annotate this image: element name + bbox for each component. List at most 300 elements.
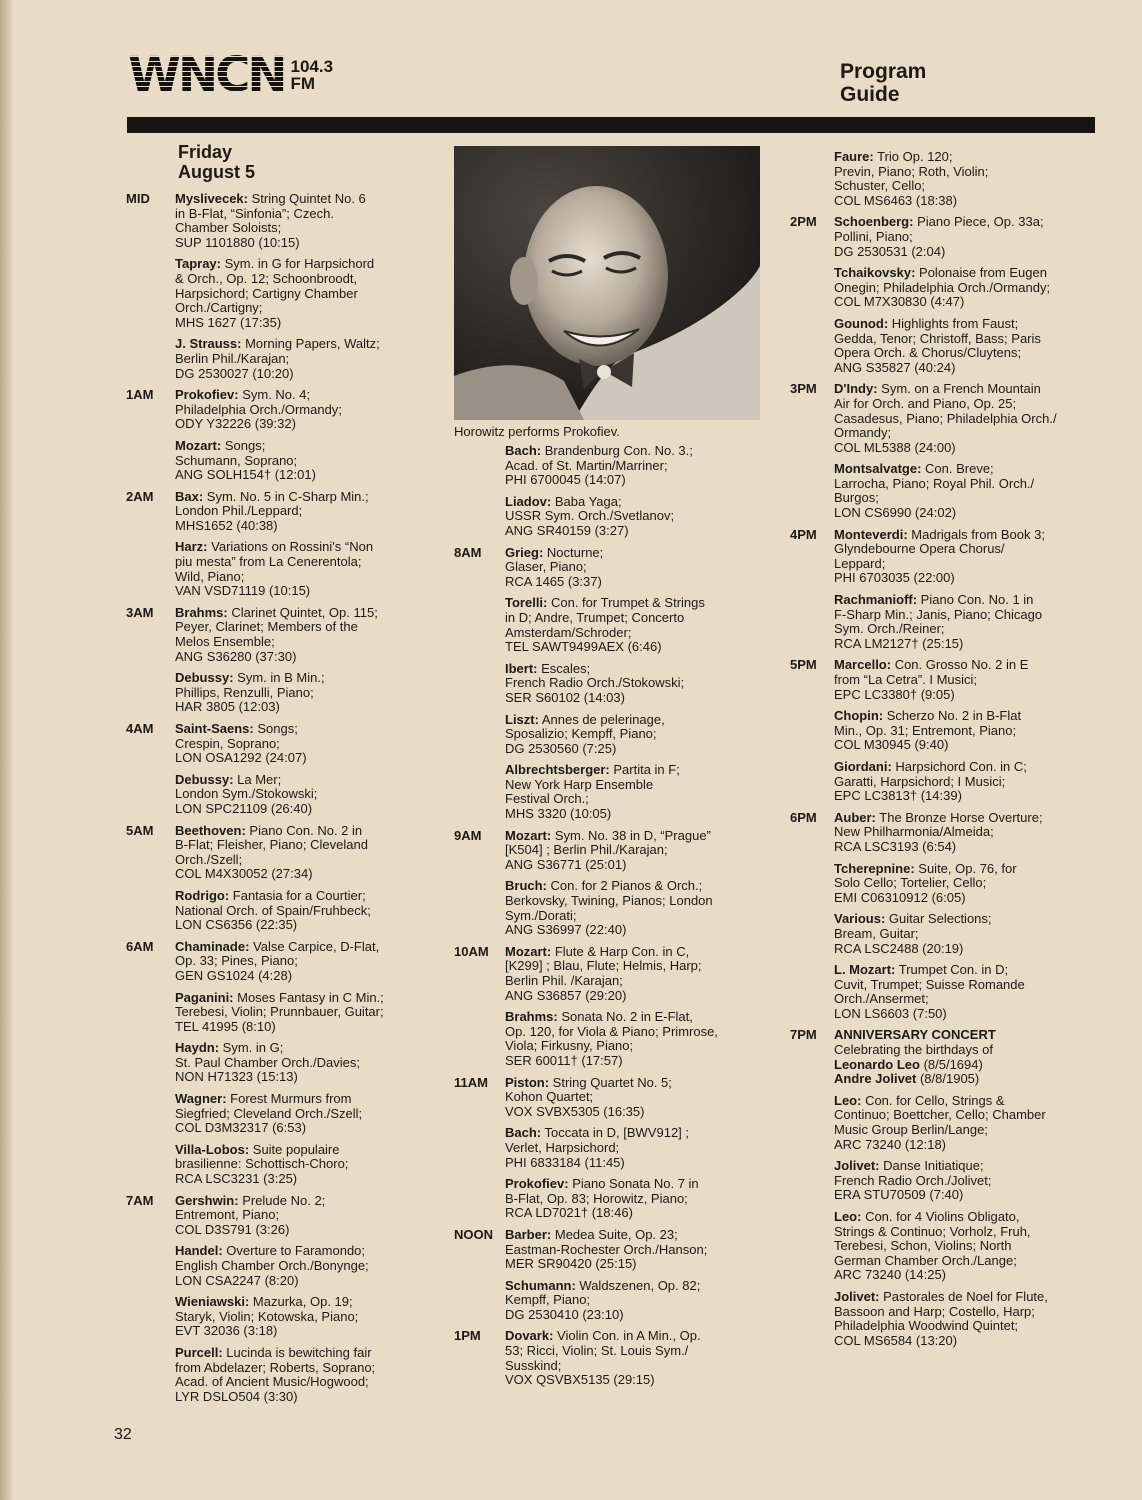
entry-line [175, 287, 426, 302]
entry-text: ANG S36280 (37:30) [175, 648, 297, 664]
entry-line [505, 1156, 764, 1171]
entry-text: EPC LC3813† (14:39) [834, 788, 962, 804]
entry-text: SER 60011† (17:57) [505, 1052, 623, 1068]
entry-line [834, 1108, 1090, 1123]
entry-text: [K299] ; Blau, Flute; Helmis, Harp; [505, 958, 702, 974]
entry-text: Pastorales de Noel for Flute, [879, 1288, 1048, 1304]
entry-text: Piano Con. No. 2 in [245, 822, 363, 838]
entry-text: Continuo; Boettcher, Cello; Chamber [834, 1107, 1046, 1123]
birthday-line-2 [834, 1072, 1090, 1087]
entry-line [834, 1319, 1090, 1334]
entry-text: ANG SR40159 (3:27) [505, 522, 629, 538]
entry-line [834, 637, 1090, 652]
entry-text: Op. 33; Pines, Piano; [175, 953, 298, 969]
slot-programs [505, 444, 764, 546]
entry-text: COL D3S791 (3:26) [175, 1221, 290, 1237]
entry-text: ODY Y32226 (39:32) [175, 416, 296, 432]
program-entry [175, 192, 426, 250]
entry-text: Piano Sonata No. 7 in [568, 1176, 699, 1192]
entry-line [175, 620, 426, 635]
entry-text: Viola; Firkusny, Piano; [505, 1038, 634, 1054]
entry-line [175, 787, 426, 802]
entry-text: Madrigals from Book 3; [907, 526, 1045, 542]
time-slot [790, 382, 1090, 527]
entry-text: Fantasia for a Courtier; [229, 887, 366, 903]
anniversary-concert [834, 1028, 1090, 1355]
composer-name: Saint-Saens: [175, 721, 254, 736]
entry-line [175, 918, 426, 933]
concert-entries [834, 1094, 1090, 1349]
entry-line [175, 1259, 426, 1274]
entry-line [505, 778, 764, 793]
slot-programs [505, 945, 764, 1076]
entry-text: Berlin Phil. /Karajan; [505, 973, 623, 988]
program-entry [834, 963, 1090, 1021]
slot-programs [175, 192, 426, 388]
entry-line [834, 622, 1090, 637]
entry-text: VOX SVBX5305 (16:35) [505, 1103, 645, 1119]
entry-line [505, 713, 764, 728]
program-entry [175, 1041, 426, 1085]
entry-line [834, 542, 1090, 557]
entry-text: National Orch. of Spain/Fruhbeck; [175, 902, 371, 918]
time-label: 5PM [790, 657, 817, 673]
composer-name: Bax: [175, 488, 204, 504]
entry-line [505, 1308, 764, 1323]
program-entry [175, 773, 426, 817]
entry-text: MHS 3320 (10:05) [505, 806, 612, 822]
entry-text: String Quintet No. 6 [248, 191, 366, 206]
entry-line [834, 361, 1090, 376]
entry-line [175, 650, 426, 665]
entry-text: LON CS6990 (24:02) [834, 505, 957, 521]
program-entry [175, 1194, 426, 1238]
composer-name: Montsalvatge: [834, 461, 922, 477]
entry-text: ARC 73240 (14:25) [834, 1267, 947, 1283]
composer-name: Monteverdi: [834, 526, 908, 542]
entry-line [505, 1279, 764, 1294]
composer-name: Bach: [505, 443, 542, 458]
composer-name: Handel: [175, 1243, 223, 1259]
entry-line [834, 760, 1090, 775]
entry-text: Trio Op. 120; [873, 149, 953, 164]
entry-text: Sym./Dorati; [505, 907, 577, 923]
entry-text: brasilienne: Schottisch-Choro; [175, 1156, 349, 1172]
entry-text: RCA LD7021† (18:46) [505, 1205, 633, 1221]
frequency-number: 104.3 [290, 57, 334, 76]
program-entry [505, 1010, 764, 1068]
entry-text: Verlet, Harpsichord; [505, 1139, 620, 1155]
entry-text: VOX QSVBX5135 (29:15) [505, 1372, 655, 1388]
entry-line [834, 230, 1090, 245]
entry-text: London Phil./Leppard; [175, 503, 303, 519]
composer-name: Debussy: [175, 670, 234, 686]
time-slot [126, 824, 426, 940]
entry-line [175, 1346, 426, 1361]
entry-line [834, 412, 1090, 427]
entry-line [834, 1268, 1090, 1283]
entry-text: COL D3M32317 (6:53) [175, 1120, 307, 1136]
entry-text: Bream, Guitar; [834, 925, 919, 941]
entry-line [505, 1373, 764, 1388]
entry-text: Orch./Szell; [175, 851, 243, 867]
entry-line [834, 912, 1090, 927]
entry-line [175, 352, 426, 367]
entry-line [505, 1293, 764, 1308]
entry-text: ANG S36771 (25:01) [505, 856, 627, 872]
entry-text: Glaser, Piano; [505, 559, 587, 575]
entry-text: Sym. on a French Mountain [877, 381, 1041, 397]
entry-line [175, 737, 426, 752]
entry-text: RCA LSC3231 (3:25) [175, 1171, 298, 1187]
composer-name: Bach: [505, 1125, 542, 1141]
entry-line [834, 1210, 1090, 1225]
entry-text: Larrocha, Piano; Royal Phil. Orch./ [834, 475, 1035, 491]
program-entry [834, 760, 1090, 804]
entry-text: Garatti, Harpsichord; I Musici; [834, 773, 1006, 789]
entry-text: Songs; [253, 721, 298, 736]
entry-line [505, 1206, 764, 1221]
entry-line [175, 236, 426, 251]
entry-line [175, 454, 426, 469]
entry-text: Terebesi, Schon, Violins; North [834, 1238, 1012, 1254]
entry-line [834, 724, 1090, 739]
header-rule [127, 117, 1095, 133]
program-entry [834, 1210, 1090, 1283]
entry-text: Schuster, Cello; [834, 178, 926, 194]
slot-programs [175, 1194, 426, 1412]
entry-text: USSR Sym. Orch./Svetlanov; [505, 508, 675, 524]
time-slot [126, 606, 426, 722]
birthday-line-1 [834, 1058, 1090, 1073]
entry-text: Piano Con. No. 1 in [917, 592, 1034, 608]
time-label: 11AM [454, 1074, 488, 1090]
column-2-slots [454, 444, 764, 1395]
entry-line [505, 879, 764, 894]
composer-name: J. Strauss: [175, 336, 242, 352]
entry-line [175, 316, 426, 331]
time-slot [454, 1076, 764, 1228]
program-entry [175, 337, 426, 381]
entry-text: from Abdelazer; Roberts, Soprano; [175, 1359, 376, 1375]
slot-programs [505, 1329, 764, 1394]
slot-programs [834, 150, 1090, 215]
entry-text: Suite, Op. 76, for [914, 860, 1017, 876]
program-entry [505, 1126, 764, 1170]
entry-text: B-Flat, Op. 83; Horowitz, Piano; [505, 1190, 688, 1206]
entry-line [175, 337, 426, 352]
entry-text: Mazurka, Op. 19; [249, 1294, 353, 1310]
composer-name: Wagner: [175, 1091, 227, 1107]
time-slot [454, 546, 764, 829]
entry-text: Crespin, Soprano; [175, 735, 280, 751]
entry-line [505, 473, 764, 488]
program-entry [175, 1295, 426, 1339]
entry-text: GEN GS1024 (4:28) [175, 967, 293, 983]
slot-programs [505, 1076, 764, 1228]
slot-programs [175, 606, 426, 722]
entry-line [175, 417, 426, 432]
entry-text: Casadesus, Piano; Philadelphia Orch./ [834, 410, 1057, 426]
program-entry [834, 1159, 1090, 1203]
program-entry [505, 713, 764, 757]
entry-text: LON LS6603 (7:50) [834, 1005, 947, 1021]
entry-line [175, 1143, 426, 1158]
entry-text: DG 2530531 (2:04) [834, 243, 946, 259]
station-logo: WNCN [128, 47, 285, 103]
entry-line [834, 462, 1090, 477]
program-entry [834, 317, 1090, 375]
entry-line [175, 192, 426, 207]
entry-line [834, 179, 1090, 194]
entry-text: ANG S36857 (29:20) [505, 987, 627, 1003]
entry-text: Acad. of St. Martin/Marriner; [505, 457, 668, 473]
program-entry [175, 940, 426, 984]
entry-line [834, 1174, 1090, 1189]
entry-text: B-Flat; Fleisher, Piano; Cleveland [175, 837, 368, 853]
program-entry [505, 945, 764, 1003]
portrait-image [454, 146, 760, 420]
composer-name: Schoenberg: [834, 214, 914, 230]
time-label: 10AM [454, 943, 489, 959]
entry-text: Pollini, Piano; [834, 228, 913, 244]
entry-line [834, 317, 1090, 332]
entry-line [834, 1290, 1090, 1305]
entry-line [834, 1138, 1090, 1153]
entry-line [175, 221, 426, 236]
composer-name: Debussy: [175, 771, 234, 787]
entry-line [834, 382, 1090, 397]
entry-line [834, 876, 1090, 891]
entry-line [505, 1010, 764, 1025]
entry-text: Sym. No. 5 in C-Sharp Min.; [203, 488, 369, 504]
entry-line [834, 491, 1090, 506]
entry-line [175, 904, 426, 919]
program-entry [834, 862, 1090, 906]
entry-text: ARC 73240 (12:18) [834, 1136, 947, 1152]
program-entry [834, 215, 1090, 259]
program-entry [505, 879, 764, 937]
program-entry [834, 1094, 1090, 1152]
composer-name: Jolivet: [834, 1158, 880, 1174]
entry-line [505, 546, 764, 561]
entry-line [834, 927, 1090, 942]
entry-text: Burgos; [834, 490, 879, 506]
composer-name: Myslivecek: [175, 191, 248, 206]
time-slot [454, 829, 764, 945]
entry-line [175, 207, 426, 222]
entry-text: Melos Ensemble; [175, 634, 275, 650]
entry-line [175, 570, 426, 585]
program-entry [175, 540, 426, 598]
entry-line [834, 332, 1090, 347]
entry-line [834, 1239, 1090, 1254]
slot-programs [505, 546, 764, 829]
entry-line [175, 686, 426, 701]
entry-line [834, 688, 1090, 703]
entry-text: Forest Murmurs from [226, 1091, 352, 1107]
entry-text: EVT 32036 (3:18) [175, 1323, 278, 1339]
composer-name: Gershwin: [175, 1192, 239, 1208]
entry-line [505, 509, 764, 524]
time-label: 3AM [126, 604, 154, 620]
entry-text: TEL 41995 (8:10) [175, 1018, 276, 1034]
entry-line [834, 963, 1090, 978]
entry-text: French Radio Orch./Stokowski; [505, 675, 685, 691]
entry-text: Glyndebourne Opera Chorus/ [834, 541, 1005, 557]
entry-text: F-Sharp Min.; Janis, Piano; Chicago [834, 606, 1043, 622]
entry-line [505, 611, 764, 626]
entry-line [834, 891, 1090, 906]
column-3-slots [790, 150, 1090, 1028]
entry-text: COL M30945 (9:40) [834, 737, 949, 753]
entry-line [834, 426, 1090, 441]
entry-text: SUP 1101880 (10:15) [175, 234, 300, 250]
entry-line [505, 1076, 764, 1091]
composer-name: Prokofiev: [505, 1176, 569, 1192]
time-label: 1PM [454, 1328, 481, 1344]
entry-text: English Chamber Orch./Bonynge; [175, 1258, 369, 1273]
entry-text: Philadelphia Orch./Ormandy; [175, 401, 342, 417]
birthday-name: Andre Jolivet [834, 1071, 917, 1087]
entry-line [834, 477, 1090, 492]
entry-text: Con. for 2 Pianos & Orch.; [546, 878, 703, 894]
horowitz-photo [454, 146, 760, 420]
entry-line [834, 1225, 1090, 1240]
entry-line [505, 1257, 764, 1272]
entry-line [175, 773, 426, 788]
entry-text: DG 2530560 (7:25) [505, 740, 617, 756]
entry-line [175, 1208, 426, 1223]
entry-text: Flute & Harp Con. in C, [551, 943, 690, 959]
entry-text: MHS 1627 (17:35) [175, 314, 282, 330]
entry-text: Acad. of Ancient Music/Hogwood; [175, 1374, 369, 1390]
entry-text: MER SR90420 (25:15) [505, 1256, 637, 1272]
time-label: MID [126, 191, 150, 206]
entry-line [175, 1274, 426, 1289]
entry-text: Clarinet Quintet, Op. 115; [227, 604, 378, 620]
time-slot [790, 658, 1090, 810]
entry-line [175, 1361, 426, 1376]
entry-text: RCA LM2127† (25:15) [834, 635, 964, 651]
entry-line [175, 504, 426, 519]
entry-text: Schumann, Soprano; [175, 452, 298, 468]
entry-line [834, 441, 1090, 456]
entry-line [175, 1295, 426, 1310]
entry-text: Min., Op. 31; Entremont, Piano; [834, 722, 1017, 738]
entry-line [175, 439, 426, 454]
entry-text: from “La Cetra”. I Musici; [834, 672, 978, 687]
entry-line [175, 1005, 426, 1020]
entry-line [505, 459, 764, 474]
composer-name: Grieg: [505, 544, 544, 560]
composer-name: Mozart: [505, 943, 552, 959]
composer-name: Giordani: [834, 758, 892, 774]
entry-text: Valse Carpice, D-Flat, [249, 938, 380, 954]
slot-programs [505, 1228, 764, 1330]
birthday-dates: (8/8/1905) [916, 1071, 980, 1087]
entry-line [834, 862, 1090, 877]
program-entry [834, 912, 1090, 956]
entry-text: New York Harp Ensemble [505, 776, 654, 792]
entry-line [175, 403, 426, 418]
entry-line [175, 367, 426, 382]
entry-line [505, 1359, 764, 1374]
composer-name: Albrechtsberger: [505, 762, 610, 778]
entry-text: Con. for Cello, Strings & [861, 1092, 1005, 1108]
time-label: 4AM [126, 721, 154, 736]
entry-line [505, 742, 764, 757]
composer-name: Rodrigo: [175, 887, 230, 903]
entry-line [834, 1123, 1090, 1138]
entry-line [175, 1310, 426, 1325]
day-date: August 5 [178, 162, 256, 182]
entry-text: 53; Ricci, Violin; St. Louis Sym./ [505, 1343, 689, 1359]
composer-name: Harz: [175, 539, 208, 555]
entry-text: Guitar Selections; [885, 911, 992, 927]
entry-text: Cuvit, Trumpet; Suisse Romande [834, 976, 1025, 992]
entry-text: Chamber Soloists; [175, 220, 282, 236]
entry-line [505, 894, 764, 909]
program-entry [505, 662, 764, 706]
entry-line [505, 1039, 764, 1054]
entry-line [834, 1094, 1090, 1109]
composer-name: Rachmanioff: [834, 592, 918, 608]
entry-text: ERA STU70509 (7:40) [834, 1187, 964, 1203]
entry-text: Brandenburg Con. No. 3.; [541, 443, 693, 458]
entry-line [834, 608, 1090, 623]
entry-line [175, 1172, 426, 1187]
program-entry [505, 763, 764, 821]
slot-programs [505, 829, 764, 945]
program-entry [834, 811, 1090, 855]
entry-text: TEL SAWT9499AEX (6:46) [505, 639, 662, 655]
entry-line [175, 1157, 426, 1172]
entry-line [175, 1121, 426, 1136]
entry-line [505, 1141, 764, 1156]
entry-text: Music Group Berlin/Lange; [834, 1122, 988, 1138]
entry-text: LON SPC21109 (26:40) [175, 800, 313, 816]
program-guide-title [840, 60, 1040, 106]
entry-text: Opera Orch. & Chorus/Cluytens; [834, 345, 1022, 361]
entry-line [175, 824, 426, 839]
entry-text: Morning Papers, Waltz; [241, 336, 380, 352]
entry-line [834, 397, 1090, 412]
entry-text: Berlin Phil./Karajan; [175, 350, 290, 366]
entry-line [505, 843, 764, 858]
entry-line [834, 1159, 1090, 1174]
entry-line [834, 673, 1090, 688]
entry-line [834, 266, 1090, 281]
entry-line [175, 1223, 426, 1238]
entry-text: Medea Suite, Op. 23; [551, 1226, 678, 1242]
entry-text: LYR DSLO504 (3:30) [175, 1388, 298, 1404]
entry-line [505, 1054, 764, 1069]
time-label: 2AM [126, 488, 154, 504]
entry-text: Strings & Continuo; Vorholz, Fruh, [834, 1223, 1031, 1239]
program-entry [834, 528, 1090, 586]
composer-name: Mozart: [505, 827, 552, 843]
composer-name: Liadov: [505, 493, 552, 509]
entry-line [834, 658, 1090, 673]
entry-text: Nocturne; [543, 544, 604, 560]
entry-text: Waldszenen, Op. 82; [575, 1277, 701, 1293]
entry-line [175, 1194, 426, 1209]
entry-text: Orch./Cartigny; [175, 300, 263, 316]
entry-text: Violin Con. in A Min., Op. [553, 1328, 701, 1344]
entry-text: Terebesi, Violin; Prunnbauer, Guitar; [175, 1004, 384, 1020]
entry-text: Solo Cello; Tortelier, Cello; [834, 875, 987, 891]
